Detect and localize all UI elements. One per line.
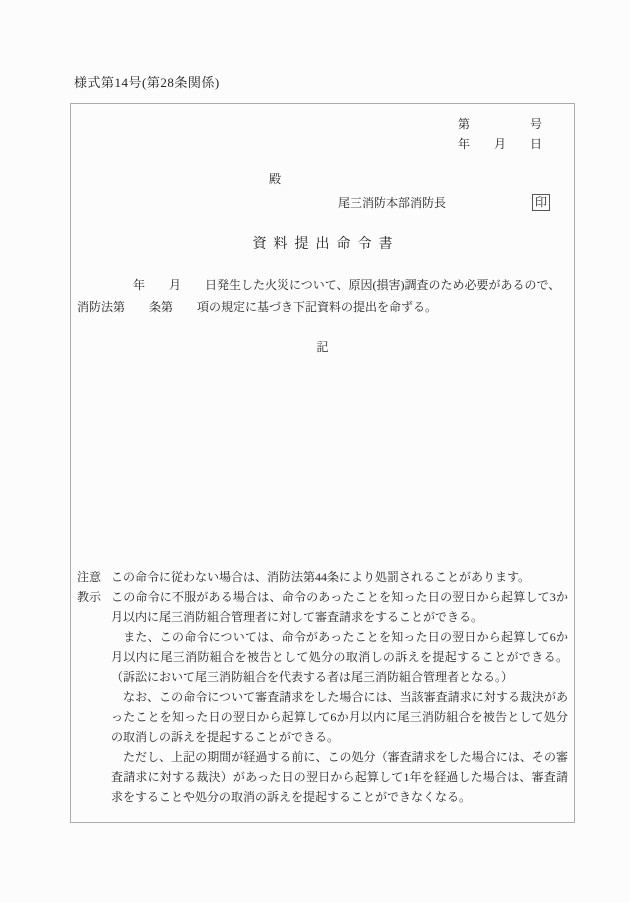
document-title: 資料提出命令書 — [252, 237, 400, 252]
note-caution-paragraph: この命令に従わない場合は、消防法第44条により処罰されることがあります。 — [111, 570, 531, 584]
note-instruction-paragraph-ruling: なお、この命令について審査請求をした場合には、当該審査請求に対する裁決があったことを知った日の翌日から起算して6か月以内に尾三消防組合を被告として処分の取消しの訴えを提起することができる。 — [111, 690, 568, 744]
note-instruction-label: 教示 — [77, 590, 102, 604]
body-line-legal-basis: 消防法第 条第 項の規定に基づき下記資料の提出を命ずる。 — [77, 300, 438, 314]
note-instruction-paragraph-lawsuit: また、この命令については、命令があったことを知った日の翌日から起算して6か月以内に尾三消防組合を被告として処分の取消しの訴えを提起することができる。（訴訟において尾三消防組合を代表する者は尾三消防組合管理者となる。） — [111, 630, 568, 684]
note-instruction-paragraph-deadline: ただし、上記の期間が経過する前に、この処分（審査請求をした場合には、その審査請求に対する裁決）があった日の翌日から起算して1年を経過した場合は、審査請求をすることや処分の取消の訴えを提起することができなくなる。 — [111, 750, 568, 804]
body-line-date-fire: 年 月 日発生した火災について、原因(損害)調査のため必要があるので、 — [133, 278, 561, 292]
addressee-suffix: 殿 — [269, 172, 282, 186]
note-caution — [77, 567, 568, 587]
note-caution-label: 注意 — [77, 570, 102, 584]
document-date-line: 年 月 日 — [457, 137, 542, 151]
note-instruction-paragraph-review: この命令に不服がある場合は、命令のあったことを知った日の翌日から起算して3か月以内に尾三消防組合管理者に対して審査請求をすることができる。 — [111, 590, 568, 624]
document-number-line: 第 号 — [457, 117, 542, 131]
body-paragraph — [77, 274, 568, 318]
issuer-line — [338, 192, 574, 214]
form-number-label: 様式第14号(第28条関係) — [74, 75, 220, 90]
record-marker: 記 — [316, 340, 329, 354]
document-frame — [70, 103, 575, 823]
note-instruction-text — [111, 587, 568, 807]
note-instruction — [77, 587, 568, 807]
seal-stamp: 印 — [532, 194, 550, 211]
notes-section — [77, 567, 568, 807]
note-caution-text — [111, 567, 568, 587]
issuer-name: 尾三消防本部消防長 — [338, 196, 447, 210]
